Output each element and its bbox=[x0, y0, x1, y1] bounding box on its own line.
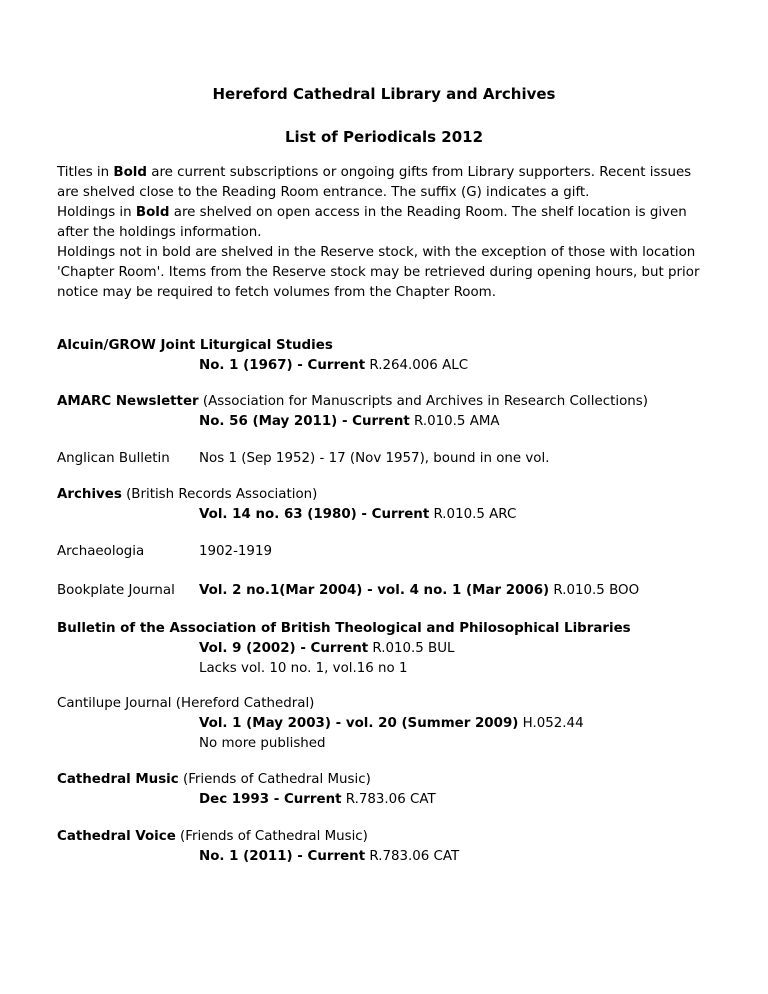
periodical-location: R.010.5 BOO bbox=[549, 583, 640, 598]
periodical-title: AMARC Newsletter bbox=[57, 394, 199, 409]
periodical-subtitle: (British Records Association) bbox=[121, 487, 318, 502]
periodical-subtitle: (Friends of Cathedral Music) bbox=[175, 829, 368, 844]
periodical-entry bbox=[57, 619, 737, 679]
periodical-holdings: Vol. 1 (May 2003) - vol. 20 (Summer 2009) bbox=[199, 716, 519, 731]
periodical-holdings: 1902-1919 bbox=[199, 544, 272, 559]
periodical-location: R.264.006 ALC bbox=[365, 358, 469, 373]
periodical-title: Archaeologia bbox=[57, 544, 145, 559]
periodical-location: R.783.06 CAT bbox=[341, 792, 436, 807]
periodical-title: Anglican Bulletin bbox=[57, 451, 170, 466]
periodical-holdings: No. 1 (1967) - Current bbox=[199, 358, 366, 373]
periodical-title: Cathedral Voice bbox=[57, 829, 176, 844]
periodical-entry bbox=[57, 392, 737, 432]
periodical-subtitle: (Association for Manuscripts and Archives in Research Collections) bbox=[198, 394, 648, 409]
intro-paragraph-1: Titles in Bold are current subscriptions or ongoing gifts from Library supporters. Recent issues are shelved close to the Reading Room entrance. The suffix (G) indicates a gift. bbox=[57, 165, 692, 200]
periodical-entry bbox=[57, 336, 737, 376]
periodical-entry bbox=[57, 485, 737, 525]
periodical-holdings: No. 56 (May 2011) - Current bbox=[199, 414, 410, 429]
periodical-title: Archives bbox=[57, 487, 122, 502]
periodical-note: Lacks vol. 10 no. 1, vol.16 no 1 bbox=[199, 661, 408, 676]
periodical-subtitle: (Hereford Cathedral) bbox=[171, 696, 315, 711]
periodical-holdings: Dec 1993 - Current bbox=[199, 792, 342, 807]
periodical-entry bbox=[57, 449, 737, 469]
periodical-location: R.010.5 BUL bbox=[368, 641, 455, 656]
intro-paragraph-3: Holdings not in bold are shelved in the Reserve stock, with the exception of those with location 'Chapter Room'. Items from the Reserve stock may be retrieved during opening hours, but prior notice may be required to fetch volumes from the Chapter Room. bbox=[57, 245, 700, 300]
periodical-holdings: Nos 1 (Sep 1952) - 17 (Nov 1957), bound in one vol. bbox=[199, 451, 550, 466]
periodical-holdings: Vol. 9 (2002) - Current bbox=[199, 641, 369, 656]
periodical-title: Bulletin of the Association of British Theological and Philosophical Libraries bbox=[57, 621, 631, 636]
periodical-entry bbox=[57, 770, 737, 810]
periodical-location: R.010.5 AMA bbox=[409, 414, 500, 429]
periodical-location: H.052.44 bbox=[518, 716, 584, 731]
periodical-subtitle: (Friends of Cathedral Music) bbox=[178, 772, 371, 787]
document-title: Hereford Cathedral Library and Archives bbox=[212, 85, 556, 103]
intro-paragraph-2: Holdings in Bold are shelved on open access in the Reading Room. The shelf location is given after the holdings information. bbox=[57, 205, 687, 240]
document-subtitle: List of Periodicals 2012 bbox=[284, 128, 484, 146]
periodical-title: Cathedral Music bbox=[57, 772, 179, 787]
periodical-location: R.783.06 CAT bbox=[365, 849, 460, 864]
periodical-entry bbox=[57, 827, 737, 867]
periodical-holdings: Vol. 14 no. 63 (1980) - Current bbox=[199, 507, 430, 522]
periodical-entry bbox=[57, 581, 737, 601]
periodical-note: No more published bbox=[199, 736, 326, 751]
periodical-entry bbox=[57, 542, 737, 562]
periodical-holdings: Vol. 2 no.1(Mar 2004) - vol. 4 no. 1 (Mar 2006) bbox=[199, 583, 550, 598]
intro-text bbox=[57, 163, 717, 303]
periodical-title: Bookplate Journal bbox=[57, 583, 175, 598]
periodical-location: R.010.5 ARC bbox=[429, 507, 517, 522]
periodical-entry bbox=[57, 694, 737, 754]
periodical-title: Cantilupe Journal bbox=[57, 696, 172, 711]
periodical-holdings: No. 1 (2011) - Current bbox=[199, 849, 366, 864]
periodical-title: Alcuin/GROW Joint Liturgical Studies bbox=[57, 338, 333, 353]
